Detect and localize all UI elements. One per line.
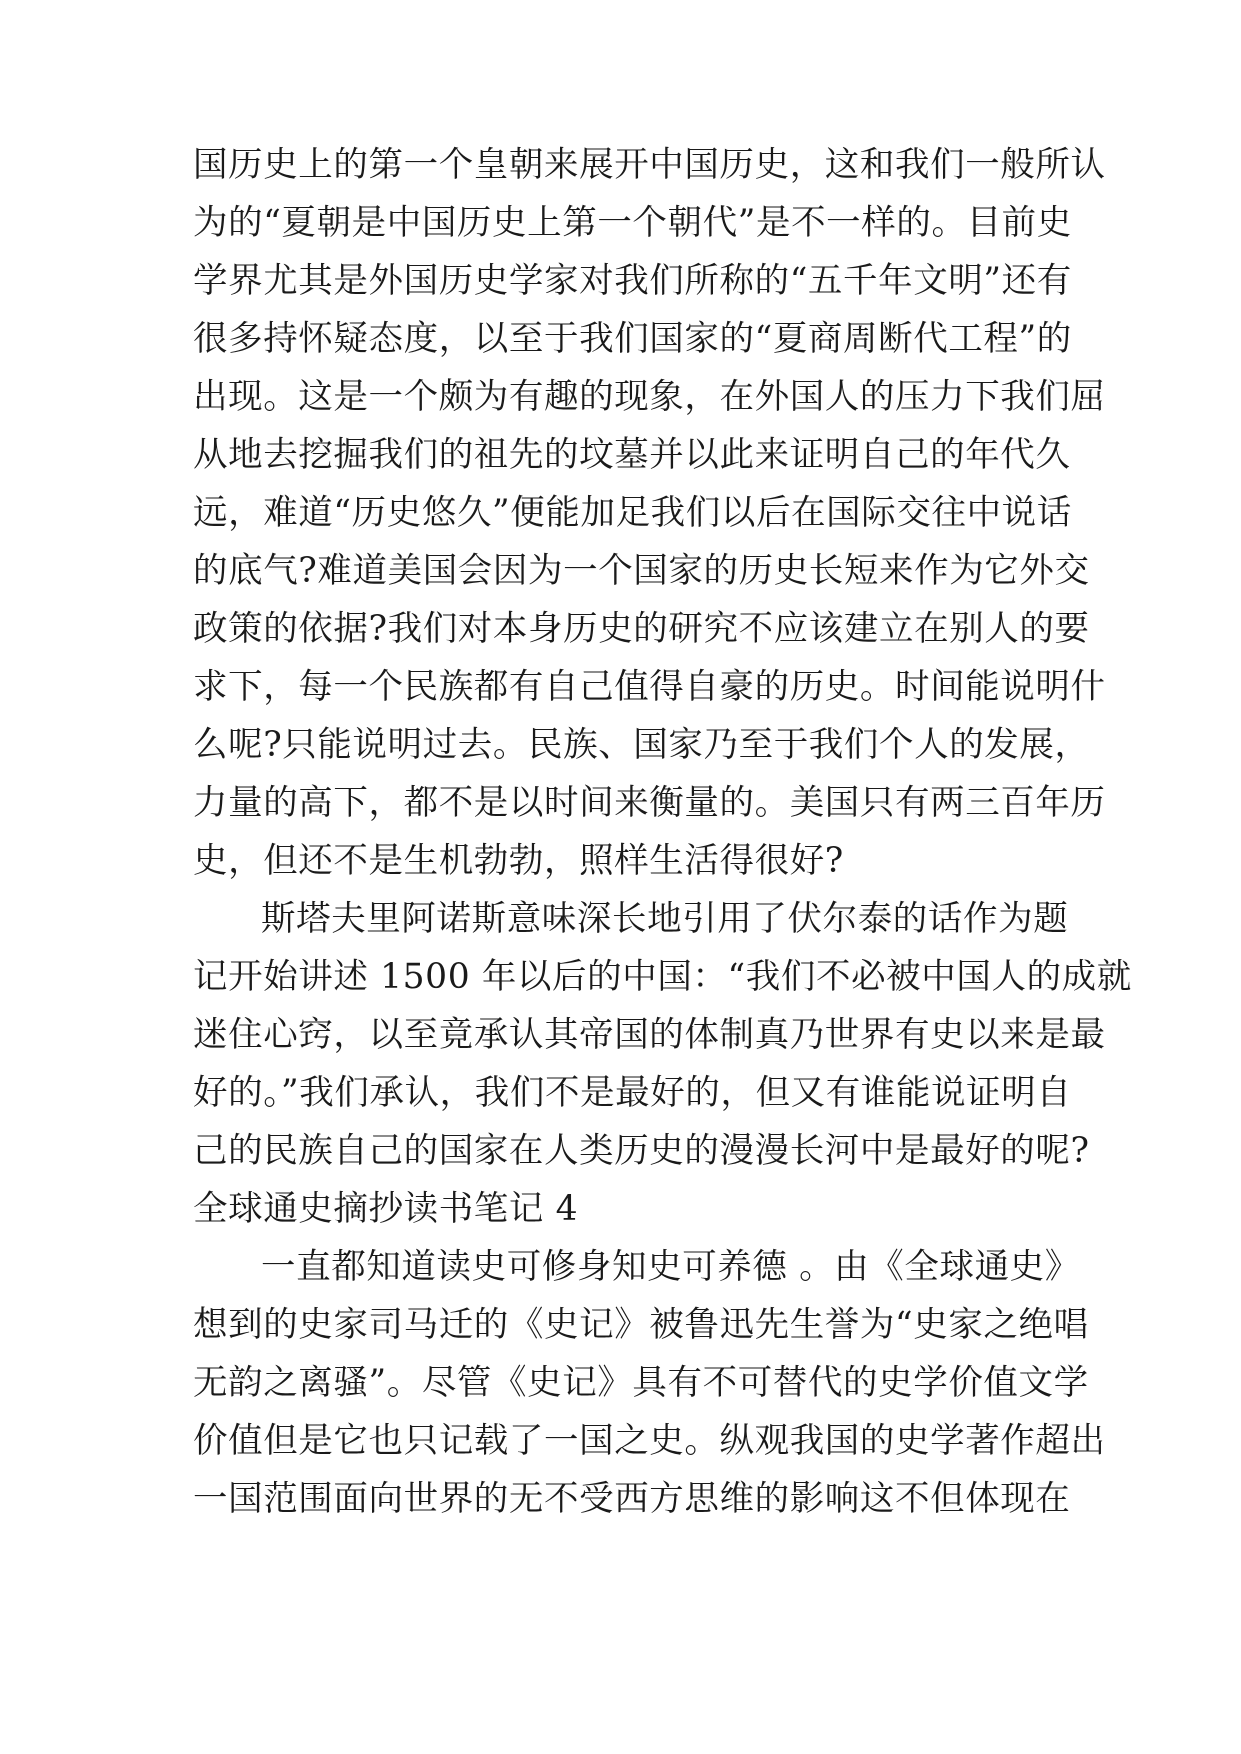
text-line: 一国范围面向世界的无不受西方思维的影响这不但体现在 <box>193 1479 1071 1519</box>
body-text <box>193 136 1132 1528</box>
text-line: 的底气?难道美国会因为一个国家的历史长短来作为它外交 <box>193 551 1090 591</box>
section-heading: 全球通史摘抄读书笔记 4 <box>193 1189 579 1229</box>
paragraph-start-line: 斯塔夫里阿诺斯意味深长地引用了伏尔泰的话作为题 <box>261 899 1069 939</box>
text-line: 记开始讲述 1500 年以后的中国：“我们不必被中国人的成就 <box>193 957 1132 997</box>
text-line: 国历史上的第一个皇朝来展开中国历史，这和我们一般所认 <box>193 145 1106 185</box>
text-line: 为的“夏朝是中国历史上第一个朝代”是不一样的。目前史 <box>193 203 1072 243</box>
text-line: 求下，每一个民族都有自己值得自豪的历史。时间能说明什 <box>193 667 1106 707</box>
text-line: 么呢?只能说明过去。民族、国家乃至于我们个人的发展， <box>193 725 1090 765</box>
text-line: 己的民族自己的国家在人类历史的漫漫长河中是最好的呢? <box>193 1131 1090 1171</box>
text-line: 好的。”我们承认，我们不是最好的，但又有谁能说证明自 <box>193 1073 1072 1113</box>
paragraph-start-line: 一直都知道读史可修身知史可养德 。由《全球通史》 <box>261 1247 1080 1287</box>
text-line: 出现。这是一个颇为有趣的现象，在外国人的压力下我们屈 <box>193 377 1106 417</box>
text-line: 从地去挖掘我们的祖先的坟墓并以此来证明自己的年代久 <box>193 435 1071 475</box>
text-line: 力量的高下，都不是以时间来衡量的。美国只有两三百年历 <box>193 783 1106 823</box>
text-line: 想到的史家司马迁的《史记》被鲁迅先生誉为“史家之绝唱 <box>193 1305 1089 1345</box>
text-line: 远，难道“历史悠久”便能加足我们以后在国际交往中说话 <box>193 493 1072 533</box>
text-line: 迷住心窍，以至竟承认其帝国的体制真乃世界有史以来是最 <box>193 1015 1106 1055</box>
text-line: 无韵之离骚”。尽管《史记》具有不可替代的史学价值文学 <box>193 1363 1089 1403</box>
text-line: 政策的依据?我们对本身历史的研究不应该建立在别人的要 <box>193 609 1090 649</box>
text-line: 史，但还不是生机勃勃，照样生活得很好? <box>193 841 844 881</box>
text-line: 很多持怀疑态度，以至于我们国家的“夏商周断代工程”的 <box>193 319 1072 359</box>
text-line: 价值但是它也只记载了一国之史。纵观我国的史学著作超出 <box>193 1421 1106 1461</box>
text-line: 学界尤其是外国历史学家对我们所称的“五千年文明”还有 <box>193 261 1072 301</box>
